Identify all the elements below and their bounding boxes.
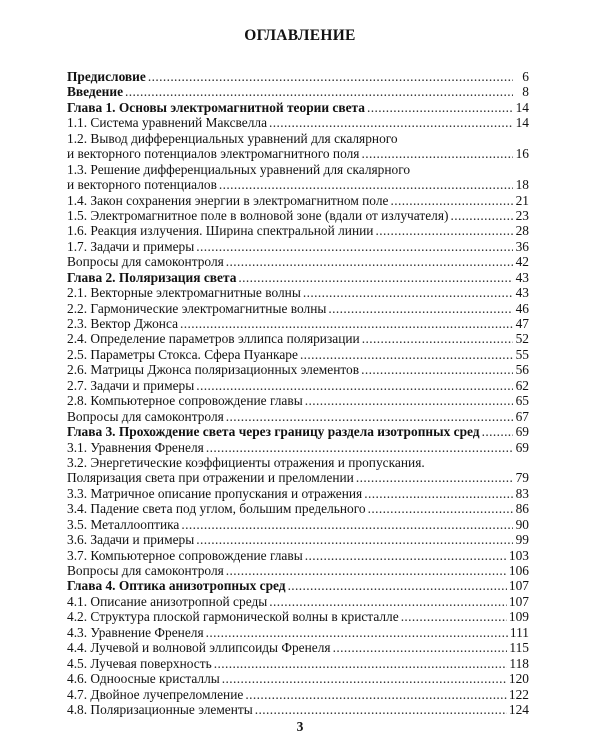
toc-entry-title: 3.7. Компьютерное сопровождение главы (67, 547, 303, 563)
toc-entry-title: 2.8. Компьютерное сопровождение главы (67, 393, 303, 409)
toc-entry-line1: 3.2. Энергетические коэффициенты отражения и пропускания. (67, 454, 425, 470)
toc-entry-title: 4.4. Лучевой и волновой эллипсоиды Френеля (67, 640, 331, 656)
toc-entry-row (67, 671, 529, 686)
toc-entry-title: Глава 4. Оптика анизотропных сред (67, 578, 286, 594)
dot-leader (305, 393, 513, 408)
dot-leader (238, 270, 513, 285)
dot-leader (226, 254, 513, 269)
toc-entry-title: Введение (67, 84, 124, 100)
toc-entry-title: 4.6. Одноосные кристаллы (67, 671, 220, 687)
toc-page-number: 56 (515, 362, 529, 378)
toc-entry-row (67, 656, 529, 671)
toc-page-number: 118 (509, 655, 529, 671)
dot-leader (482, 424, 513, 439)
toc-entry-row (67, 470, 529, 485)
dot-leader (269, 594, 507, 609)
toc-chapter-row (67, 424, 529, 439)
toc-entry-row (67, 625, 529, 640)
toc-entry-title: 4.7. Двойное лучепреломление (67, 686, 244, 702)
toc-entry-title: 3.3. Матричное описание пропускания и отражения (67, 485, 363, 501)
toc-entry-row (67, 393, 529, 408)
toc-page-number: 21 (515, 192, 529, 208)
toc-entry-row (67, 115, 529, 130)
toc-entry-title: 2.1. Векторные электромагнитные волны (67, 285, 301, 301)
page-title: ОГЛАВЛЕНИЕ (244, 27, 356, 44)
toc-entry-title: Глава 2. Поляризация света (67, 269, 237, 285)
dot-leader (206, 440, 513, 455)
toc-page-number: 103 (508, 547, 529, 563)
toc-entry-title: 2.4. Определение параметров эллипса поляризации (67, 331, 360, 347)
toc-entry-title: 4.8. Поляризационные элементы (67, 701, 253, 717)
toc-entry-title: Глава 1. Основы электромагнитной теории света (67, 99, 365, 115)
dot-leader (125, 84, 513, 99)
dot-leader (255, 702, 507, 717)
toc-entry-line1: 1.2. Вывод дифференциальных уравнений для скалярного (67, 130, 398, 146)
toc-entry-row (67, 440, 529, 455)
toc-entry-row (67, 532, 529, 547)
toc-entry-row (67, 486, 529, 501)
dot-leader (375, 223, 513, 238)
toc-entry-row (67, 146, 529, 161)
toc-entry-title: 2.6. Матрицы Джонса поляризационных элементов (67, 362, 360, 378)
toc-entry-title: 4.1. Описание анизотропной среды (67, 593, 268, 609)
toc-entry-row (67, 362, 529, 377)
dot-leader (226, 409, 513, 424)
toc-entry-row (67, 640, 529, 655)
toc-entry-row (67, 594, 529, 609)
toc-page-number: 14 (515, 115, 529, 131)
toc-entry-row (67, 563, 529, 578)
toc-entry-row (67, 501, 529, 516)
dot-leader (288, 578, 507, 593)
toc-chapter-row (67, 100, 529, 115)
toc-entry-title: 3.6. Задачи и примеры (67, 532, 195, 548)
dot-leader (361, 146, 513, 161)
toc-chapter-row (67, 84, 529, 99)
dot-leader (305, 548, 507, 563)
dot-leader (356, 470, 513, 485)
toc-entry-title: 1.7. Задачи и примеры (67, 238, 195, 254)
toc-page-number: 43 (515, 269, 529, 285)
dot-leader (333, 640, 508, 655)
toc-page-number: 120 (508, 671, 529, 687)
toc-page-number: 42 (515, 254, 529, 270)
toc-page-number: 69 (515, 424, 529, 440)
toc-page-number: 55 (515, 346, 529, 362)
dot-leader (450, 208, 513, 223)
dot-leader (300, 347, 513, 362)
toc-entry-row (67, 702, 529, 717)
toc-entry-title: 4.2. Структура плоской гармонической волны в кристалле (67, 609, 399, 625)
dot-leader (367, 100, 513, 115)
toc-entry-title: 3.5. Металлооптика (67, 516, 180, 532)
toc-page-number: 18 (515, 177, 529, 193)
toc-entry-title: Поляризация света при отражении и преломлении (67, 470, 354, 486)
dot-leader (222, 671, 507, 686)
toc-entry-title: 1.4. Закон сохранения энергии в электромагнитном поле (67, 192, 389, 208)
dot-leader (368, 501, 513, 516)
toc-page-number: 69 (515, 439, 529, 455)
toc-page-number: 107 (508, 593, 529, 609)
toc-page-number: 109 (508, 609, 529, 625)
toc-entry-row (67, 285, 529, 300)
toc-entry-title: 2.2. Гармонические электромагнитные волны (67, 300, 327, 316)
dot-leader (181, 517, 513, 532)
toc-page-number: 83 (515, 485, 529, 501)
toc-page-number: 111 (509, 624, 529, 640)
toc-entry-row (67, 331, 529, 346)
toc-page-number: 65 (515, 393, 529, 409)
toc-entry-title: 4.3. Уравнение Френеля (67, 624, 204, 640)
toc-entry-row (67, 301, 529, 316)
dot-leader (180, 316, 513, 331)
toc-page-number: 14 (515, 99, 529, 115)
toc-entry-title: 1.6. Реакция излучения. Ширина спектральной линии (67, 223, 374, 239)
toc-page-number: 67 (515, 408, 529, 424)
toc-page-number: 36 (515, 238, 529, 254)
dot-leader (390, 193, 513, 208)
toc-page-number: 16 (515, 146, 529, 162)
toc-page-number: 8 (522, 84, 529, 100)
toc-page-number: 46 (515, 300, 529, 316)
toc-entry-row (67, 193, 529, 208)
toc-entry-title: Предисловие (67, 69, 146, 84)
toc-page-number: 79 (515, 470, 529, 486)
toc-entry-row (67, 177, 529, 192)
toc-entry-row (67, 254, 529, 269)
dot-leader (303, 285, 513, 300)
toc-page-number: 107 (508, 578, 529, 594)
toc-entry-title: 3.4. Падение света под углом, большим предельного (67, 501, 366, 517)
dot-leader (401, 609, 507, 624)
toc-page-number: 52 (515, 331, 529, 347)
toc-chapter-row (67, 270, 529, 285)
toc-chapter-row (67, 69, 529, 84)
dot-leader (364, 486, 513, 501)
toc-entry-title: 3.1. Уравнения Френеля (67, 439, 204, 455)
toc-page-number: 90 (515, 516, 529, 532)
toc-page-number: 122 (508, 686, 529, 702)
dot-leader (362, 331, 513, 346)
toc-entry-line1: 1.3. Решение дифференциальных уравнений для скалярного (67, 161, 411, 177)
toc-entry-title: Вопросы для самоконтроля (67, 408, 224, 424)
toc-entry-row (67, 687, 529, 702)
dot-leader (214, 656, 508, 671)
dot-leader (361, 362, 513, 377)
dot-leader (148, 69, 513, 84)
toc-page-number: 106 (508, 563, 529, 578)
toc-entry-row (67, 609, 529, 624)
toc-entry-row (67, 316, 529, 331)
dot-leader (226, 563, 507, 578)
dot-leader (196, 239, 513, 254)
toc-entry-row (67, 208, 529, 223)
toc-chapter-row (67, 578, 529, 593)
toc-entry-title: и векторного потенциалов (67, 177, 217, 193)
dot-leader (219, 177, 513, 192)
toc-page-number: 124 (508, 701, 529, 717)
toc-page-number: 23 (515, 207, 529, 223)
dot-leader (328, 301, 513, 316)
toc-entry-title: 2.3. Вектор Джонса (67, 316, 179, 331)
dot-leader (196, 532, 513, 547)
dot-leader (196, 378, 513, 393)
toc-entry-row (67, 517, 529, 532)
toc-entry-title: 1.1. Система уравнений Максвелла (67, 115, 268, 131)
dot-leader (269, 115, 513, 130)
toc-page-number: 6 (522, 69, 529, 84)
toc-entry-row (67, 223, 529, 238)
toc-entry-title: и векторного потенциалов электромагнитного поля (67, 146, 360, 162)
toc-entry-title: Вопросы для самоконтроля (67, 254, 224, 270)
toc-entry-row (67, 239, 529, 254)
toc-entry-row (67, 378, 529, 393)
toc-page-number: 99 (515, 532, 529, 548)
toc-page-number: 47 (515, 316, 529, 331)
toc-page-number: 28 (515, 223, 529, 239)
toc-entry-title: 2.5. Параметры Стокса. Сфера Пуанкаре (67, 346, 298, 362)
toc-entry-row (67, 548, 529, 563)
dot-leader (245, 687, 507, 702)
toc-entry-title: Вопросы для самоконтроля (67, 563, 224, 578)
toc-entry-title: Глава 3. Прохождение света через границу раздела изотропных сред (67, 424, 480, 440)
dot-leader (206, 625, 508, 640)
toc-page-number: 115 (509, 640, 529, 656)
toc-entry-row (67, 409, 529, 424)
toc-page-number: 86 (515, 501, 529, 517)
toc-entry-title: 4.5. Лучевая поверхность (67, 655, 212, 671)
toc-entry-title: 1.5. Электромагнитное поле в волновой зоне (вдали от излучателя) (67, 207, 449, 223)
toc-entry-title: 2.7. Задачи и примеры (67, 377, 195, 393)
toc-entry-row (67, 347, 529, 362)
table-of-contents (67, 69, 529, 717)
toc-page-number: 62 (515, 377, 529, 393)
toc-page-number: 43 (515, 285, 529, 301)
page-number: 3 (296, 719, 304, 734)
